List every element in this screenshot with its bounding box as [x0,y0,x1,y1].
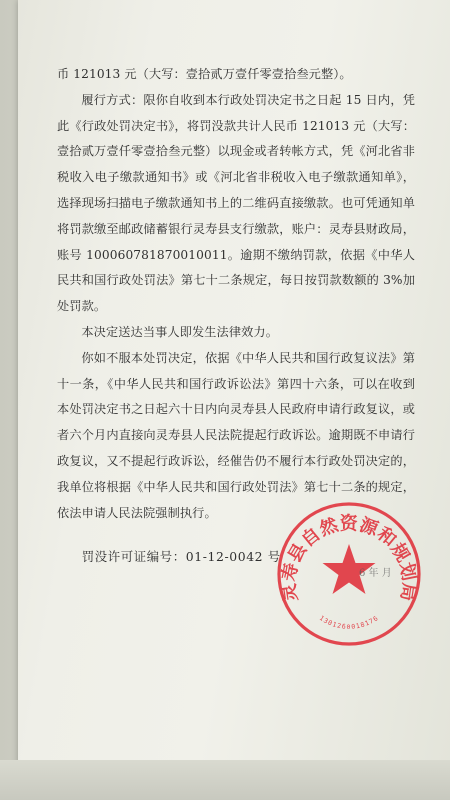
seal-date-fragment: 6 年 月 [359,568,392,579]
lower-paper-edge [0,760,450,800]
official-seal-stamp [275,500,423,648]
svg-text:1301260018176: 1301260018176 [317,613,381,631]
penalty-amount-line: 币 121013 元（大写：壹拾贰万壹仟零壹拾叁元整）。 [57,67,352,81]
appeal-paragraph: 你如不服本处罚决定，依据《中华人民共和国行政复议法》第十一条，《中华人民共和国行政诉讼法》第四十六条，可以在收到本处罚决定书之日起六十日内向灵寿县人民政府申请行政复议，或者六个月内直接向灵寿县人民法院提起行政诉讼。逾期既不申请行政复议，又不提起行政诉讼，经催告仍不履行本行政处罚决定的，我单位将根据《中华人民共和国行政处罚法》第七十二条的规定，依法申请人民法院强制执行。 [57,350,415,520]
payment-method-paragraph: 履行方式：限你自收到本行政处罚决定书之日起 15 日内，凭此《行政处罚决定书》，将罚没款共计人民币 121013 元（大写：壹拾贰万壹仟零壹拾叁元整）以现金或者转帐方式，凭《河北省非税收入电子缴款通知书》或《河北省非税收入电子缴款通知单》，选择现场扫描电子缴款通知书上的二维码直接缴款。也可凭通知单将罚款缴至邮政储蓄银行灵寿县支行缴款，账户：灵寿县财政局，账号 100060781870010011。逾期不缴纳罚款，依据《中华人民共和国行政处罚法》第七十二条规定，每日按罚款数额的 3%加处罚款。 [57,92,415,314]
svg-text:灵寿县自然资源和规划局: 灵寿县自然资源和规划局 [278,513,420,603]
document-body [57,62,415,570]
permit-number: 罚没许可证编号：01-12-0042 号 [81,549,281,565]
effect-paragraph: 本决定送达当事人即发生法律效力。 [81,324,278,339]
